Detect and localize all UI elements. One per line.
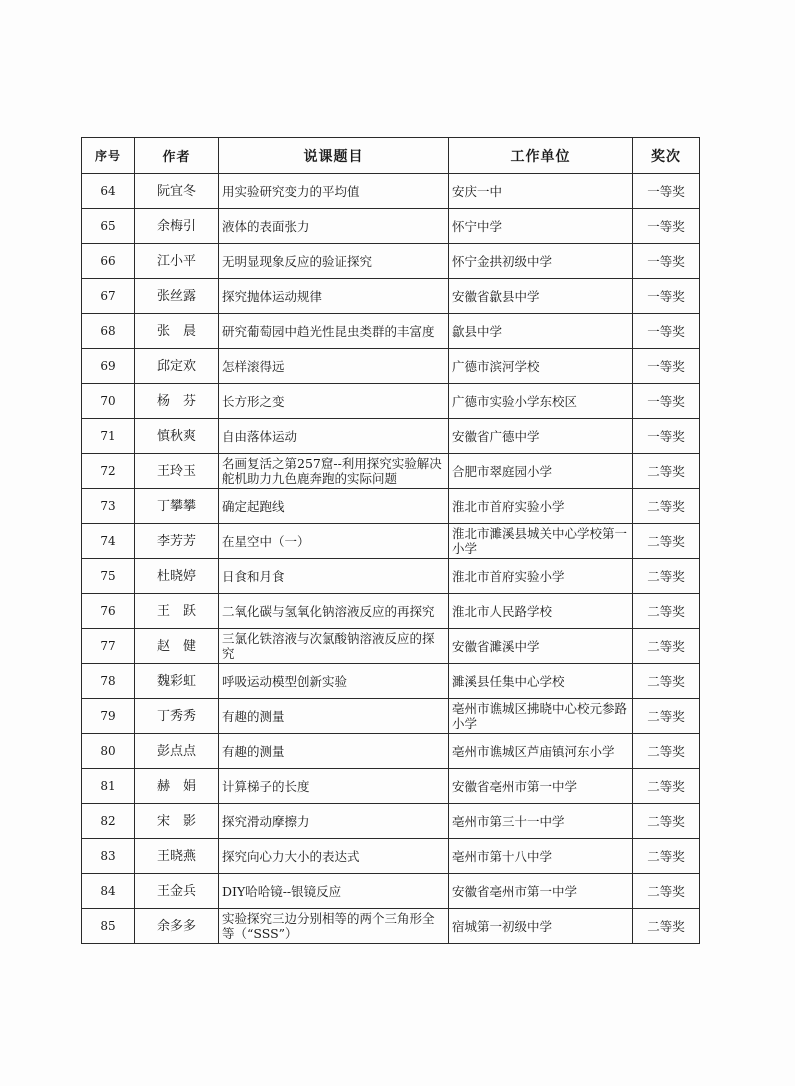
row-number: 82 [82, 804, 135, 839]
row-award: 二等奖 [633, 629, 700, 664]
row-number: 85 [82, 909, 135, 944]
row-author: 杜晓婷 [135, 559, 219, 594]
row-award: 二等奖 [633, 489, 700, 524]
row-unit: 安徽省歙县中学 [449, 279, 633, 314]
row-author: 王玲玉 [135, 454, 219, 489]
row-title: 研究葡萄园中趋光性昆虫类群的丰富度 [219, 314, 449, 349]
table-row [82, 314, 700, 349]
header-number: 序号 [82, 138, 135, 174]
row-unit: 合肥市翠庭园小学 [449, 454, 633, 489]
table-row [82, 384, 700, 419]
row-number: 84 [82, 874, 135, 909]
row-title: DIY哈哈镜--银镜反应 [219, 874, 449, 909]
table-row [82, 804, 700, 839]
row-author: 余梅引 [135, 209, 219, 244]
row-unit: 怀宁中学 [449, 209, 633, 244]
header-author: 作者 [135, 138, 219, 174]
row-number: 76 [82, 594, 135, 629]
row-award: 二等奖 [633, 909, 700, 944]
row-unit: 安庆一中 [449, 174, 633, 209]
row-unit: 亳州市谯城区拂晓中心校元参路小学 [449, 699, 633, 734]
table-body [82, 174, 700, 944]
table-row [82, 594, 700, 629]
row-award: 二等奖 [633, 839, 700, 874]
row-award: 二等奖 [633, 804, 700, 839]
row-unit: 歙县中学 [449, 314, 633, 349]
row-number: 78 [82, 664, 135, 699]
row-unit: 安徽省亳州市第一中学 [449, 874, 633, 909]
row-title: 探究滑动摩擦力 [219, 804, 449, 839]
table-row [82, 699, 700, 734]
table-header-row [82, 138, 700, 174]
row-unit: 安徽省亳州市第一中学 [449, 769, 633, 804]
row-author: 宋 影 [135, 804, 219, 839]
row-title: 长方形之变 [219, 384, 449, 419]
row-title: 日食和月食 [219, 559, 449, 594]
row-unit: 安徽省广德中学 [449, 419, 633, 454]
row-number: 74 [82, 524, 135, 559]
row-number: 65 [82, 209, 135, 244]
table-row [82, 279, 700, 314]
row-award: 二等奖 [633, 559, 700, 594]
row-number: 75 [82, 559, 135, 594]
table-row [82, 874, 700, 909]
row-award: 一等奖 [633, 314, 700, 349]
row-number: 68 [82, 314, 135, 349]
row-author: 赵 健 [135, 629, 219, 664]
row-award: 二等奖 [633, 874, 700, 909]
row-unit: 亳州市谯城区芦庙镇河东小学 [449, 734, 633, 769]
row-award: 二等奖 [633, 734, 700, 769]
row-author: 江小平 [135, 244, 219, 279]
row-author: 李芳芳 [135, 524, 219, 559]
row-title: 实验探究三边分别相等的两个三角形全等（“SSS”） [219, 909, 449, 944]
row-author: 阮宜冬 [135, 174, 219, 209]
row-award: 一等奖 [633, 209, 700, 244]
table-row [82, 664, 700, 699]
header-unit: 工作单位 [449, 138, 633, 174]
row-number: 79 [82, 699, 135, 734]
row-award: 二等奖 [633, 594, 700, 629]
row-award: 一等奖 [633, 419, 700, 454]
table-row [82, 244, 700, 279]
row-number: 80 [82, 734, 135, 769]
row-number: 71 [82, 419, 135, 454]
table-row [82, 909, 700, 944]
row-title: 液体的表面张力 [219, 209, 449, 244]
row-title: 三氯化铁溶液与次氯酸钠溶液反应的探究 [219, 629, 449, 664]
row-title: 怎样滚得远 [219, 349, 449, 384]
row-number: 73 [82, 489, 135, 524]
row-award: 一等奖 [633, 279, 700, 314]
row-title: 有趣的测量 [219, 734, 449, 769]
table-row [82, 734, 700, 769]
row-award: 一等奖 [633, 244, 700, 279]
row-unit: 亳州市第十八中学 [449, 839, 633, 874]
row-author: 慎秋爽 [135, 419, 219, 454]
row-unit: 怀宁金拱初级中学 [449, 244, 633, 279]
row-title: 用实验研究变力的平均值 [219, 174, 449, 209]
row-number: 83 [82, 839, 135, 874]
row-award: 一等奖 [633, 384, 700, 419]
row-award: 一等奖 [633, 349, 700, 384]
row-title: 名画复活之第257窟--利用探究实验解决舵机助力九色鹿奔跑的实际问题 [219, 454, 449, 489]
row-award: 一等奖 [633, 174, 700, 209]
table-row [82, 174, 700, 209]
table-row [82, 629, 700, 664]
row-award: 二等奖 [633, 769, 700, 804]
table-row [82, 489, 700, 524]
row-title: 确定起跑线 [219, 489, 449, 524]
row-title: 自由落体运动 [219, 419, 449, 454]
row-title: 有趣的测量 [219, 699, 449, 734]
row-title: 在星空中（一） [219, 524, 449, 559]
row-number: 77 [82, 629, 135, 664]
row-unit: 淮北市濉溪县城关中心学校第一小学 [449, 524, 633, 559]
row-author: 张 晨 [135, 314, 219, 349]
table-row [82, 769, 700, 804]
row-number: 81 [82, 769, 135, 804]
row-number: 64 [82, 174, 135, 209]
row-award: 二等奖 [633, 524, 700, 559]
row-title: 探究抛体运动规律 [219, 279, 449, 314]
row-unit: 安徽省濉溪中学 [449, 629, 633, 664]
row-author: 王 跃 [135, 594, 219, 629]
row-title: 呼吸运动模型创新实验 [219, 664, 449, 699]
row-award: 二等奖 [633, 699, 700, 734]
row-unit: 淮北市人民路学校 [449, 594, 633, 629]
row-title: 无明显现象反应的验证探究 [219, 244, 449, 279]
row-unit: 广德市实验小学东校区 [449, 384, 633, 419]
table-row [82, 524, 700, 559]
table-row [82, 454, 700, 489]
row-author: 丁秀秀 [135, 699, 219, 734]
row-author: 魏彩虹 [135, 664, 219, 699]
row-author: 余多多 [135, 909, 219, 944]
header-title: 说课题目 [219, 138, 449, 174]
row-number: 66 [82, 244, 135, 279]
row-award: 二等奖 [633, 664, 700, 699]
row-author: 邱定欢 [135, 349, 219, 384]
row-title: 计算梯子的长度 [219, 769, 449, 804]
row-title: 探究向心力大小的表达式 [219, 839, 449, 874]
row-author: 彭点点 [135, 734, 219, 769]
row-number: 69 [82, 349, 135, 384]
row-author: 杨 芬 [135, 384, 219, 419]
row-number: 72 [82, 454, 135, 489]
award-table [81, 137, 700, 944]
row-author: 王金兵 [135, 874, 219, 909]
table-row [82, 419, 700, 454]
table-row [82, 839, 700, 874]
row-author: 张丝露 [135, 279, 219, 314]
table-row [82, 349, 700, 384]
row-award: 二等奖 [633, 454, 700, 489]
row-author: 王晓燕 [135, 839, 219, 874]
row-number: 70 [82, 384, 135, 419]
row-unit: 淮北市首府实验小学 [449, 559, 633, 594]
row-author: 丁攀攀 [135, 489, 219, 524]
row-unit: 淮北市首府实验小学 [449, 489, 633, 524]
row-author: 赫 娟 [135, 769, 219, 804]
row-number: 67 [82, 279, 135, 314]
row-unit: 广德市滨河学校 [449, 349, 633, 384]
table-row [82, 209, 700, 244]
row-unit: 亳州市第三十一中学 [449, 804, 633, 839]
header-award: 奖次 [633, 138, 700, 174]
row-unit: 濉溪县任集中心学校 [449, 664, 633, 699]
table-row [82, 559, 700, 594]
row-title: 二氧化碳与氢氧化钠溶液反应的再探究 [219, 594, 449, 629]
row-unit: 宿城第一初级中学 [449, 909, 633, 944]
